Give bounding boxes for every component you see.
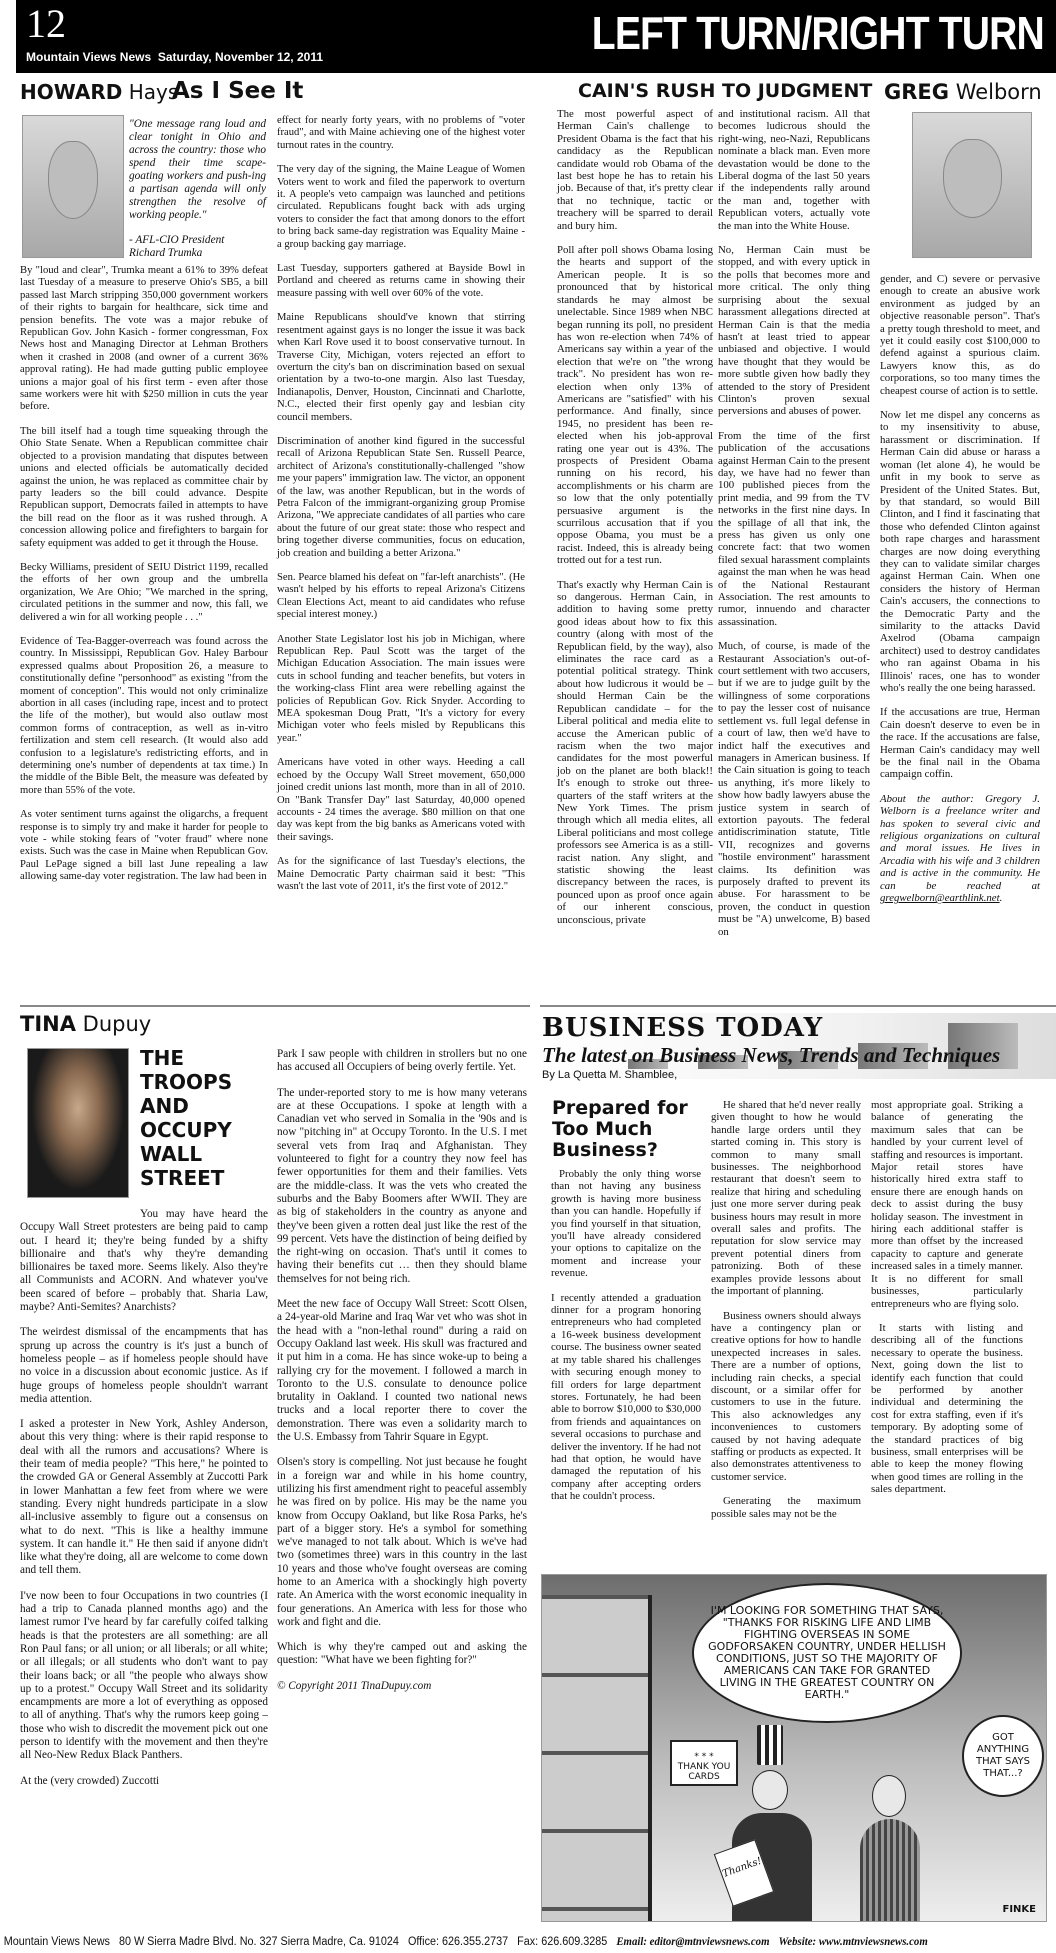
sign-stars: * * *: [694, 1752, 714, 1762]
footer-email-link[interactable]: Email: editor@mtnviewsnews.com: [616, 1936, 770, 1948]
divider: [540, 1005, 1056, 1007]
dupuy-first-name: TINA: [20, 1012, 76, 1036]
paragraph: Poll after poll shows Obama losing the hearts and support of the American people. It is so pronounced that by historical standards he may almost be unelectable. Since 1989 when NBC began running its poll, no president has won re-election when 74% of Americans say within a year of the election that we're on "the wrong track". No president has won re-election when only 13% of Americans are "satisfied" with his performance. And finally, since 1945, no president has been re-elected when his job-approval rating one year out is 43%. The prospects of President Obama running on his record, his accomplishments or his charm are so low that the only potentially persuasive argument is the scurrilous accusation that if you oppose Obama, you must be a racist. Indeed, this is already being trotted out for a test run.: [557, 244, 713, 567]
paragraph: No, Herman Cain must be stopped, and with every uptick in the polls that becomes more and more critical. The only thing surprising about the sexual harassment allegations directed at Herman Cain is that the media hasn't at least tried to appear unbiased and objective. I would have thought that they would be more subtle given how badly they attended to the story of President Clinton's proven sexual perversions and abuses of power.: [718, 244, 870, 418]
dupuy-headline: [140, 1046, 232, 1190]
paragraph: Probably the only thing worse than not having any business growth is having more business than you can handle. Hopefully if you find yourself in that situation, you'll have already considered your options to capitalize on the moment and increase your revenue.: [551, 1168, 701, 1280]
paragraph: Last Tuesday, supporters gathered at Bayside Bowl in Portland and cheered as returns came in showing their measure passing with well over 60% of the vote.: [277, 263, 525, 299]
clerk-figure: [860, 1819, 920, 1922]
paragraph: Discrimination of another kind figured in the successful recall of Arizona Republican State Sen. Russell Pearce, architect of Arizona's constitutionally-challenged "show me your papers" immigration law. The victor, an opponent of the law, was another Republican, but in the words of Petra Falcon of the immigrant-organizing group Promise Arizona, "We appreciate candidates of all parties who care about the future of our great state: those who respect and bring together diverse communities, focus on education, job creation and building a better Arizona.": [277, 435, 525, 559]
hays-first-name: HOWARD: [20, 80, 123, 104]
hays-quote-attribution: - AFL-CIO President: [129, 234, 225, 246]
paragraph: From the time of the first publication of the accusations against Herman Cain to the present day, we have had no fewer than 100 published pieces from the print media, and 99 from the TV networks in the first nine days. In the spillage of all that ink, the press has given us only one concrete fact: that two women filed sexual harassment complaints against the man when he was head of the National Restaurant Association. The rest amounts to rumor, innuendo and character assassination.: [718, 429, 871, 628]
paragraph: Becky Williams, president of SEIU District 1199, recalled the efforts of her own group and the umbrella organization, We Are Ohio; "We marched in the spring, circulated petitions in the summer and now, this fall, we delivered a win for all working people . . .": [20, 561, 268, 623]
paragraph: At the (very crowded) Zuccotti: [20, 1774, 160, 1787]
publication-dateline: [26, 50, 323, 64]
divider: [20, 1005, 530, 1007]
paragraph: As voter sentiment turns against the oligarchs, a frequent response is to simply try and make it harder for people to vote - while stoking fears of "voter fraud" where none exists. Such was the case in Maine when Republican Gov. Paul LePage signed a bill last June repealing a law allowing same-day voter registration. The law had been in: [20, 809, 268, 883]
hays-byline: [20, 80, 178, 104]
dupuy-byline: [20, 1012, 151, 1036]
headline-line: Too Much: [552, 1118, 653, 1140]
paragraph: Meet the new face of Occupy Wall Street: Scott Olsen, a 24-year-old Marine and Iraq War vet who was shot in the head with a "non-lethal round" during a raid on Occupy Oakland last week. His skull was fractured and it put him in a coma. He has since woke-up to being a rallying cry for the movement. I followed a march in Toronto to the U.S. consulate to denounce police brutality in Oakland. I counted two national news trucks and a local reporter there to cover the demonstration. There was even a solidarity march to the U.S. Embassy from Tahrir Square in Egypt.: [277, 1298, 527, 1444]
business-today-banner: [538, 1013, 1056, 1079]
about-author: About the author: Gregory J. Welborn is a freelance writer and has spoken to several civic and religious organizations on cultural and moral issues. He lives in Arcadia with his wife and 3 children and is active in the community. He can be reached at gregwelborn@earthlink.net.: [880, 792, 1040, 905]
dupuy-column-1: [20, 1208, 268, 1800]
paragraph: He shared that he'd never really given thought to how he would handle large orders until they started coming in. This story is common to many small businesses. The neighborhood restaurant that doesn't seem to realize that hiring and scheduling just one more server during peak business hours may result in more overall sales and profits. The reputation for slow service may prevent potential diners from patronizing. Both of these examples provide lessons about the important of planning.: [711, 1099, 861, 1298]
section-title: LEFT TURN/RIGHT TURN: [591, 7, 1044, 59]
hays-last-name: Hays: [128, 80, 179, 104]
author-email-link[interactable]: gregwelborn@earthlink.net: [880, 892, 1000, 905]
welborn-column-2: [718, 108, 870, 950]
paragraph: Now let me dispel any concerns as to my insensitivity to abuse, harassment or discrimination. If Herman Cain did abuse or harass a woman (let alone 4), he would be unfit in my book to serve as President of the United States. But, by that standard, so would Bill Clinton, and I find it fascinating that those who defended Clinton against both rape charges and harassment charges are now doing everything they can to validate similar charges against Herman Cain. When one considers the history of Herman Cain's accusers, the connections to the Democratic Party and the similarity to the attacks David Axelrod (Obama campaign architect) used to destroy candidates who ran against Obama in his Illinois' races, one has to wonder who's really the one being harassed.: [880, 409, 1040, 694]
paragraph: The under-reported story to me is how many veterans are at these Occupations. I spoke at length with a Canadian vet who served in Somalia in the '90s and is now "pitching in" at Occupy Toronto. In the U.S. I met several vets from Iraq and Afghanistan. They volunteered to fight for a country they now feel has fewer opportunities for them and their families. Vets are the middle-class. It was the vets who created the suburbs and the Baby Boomers after WWII. They are as big of stakeholders in the country as anyone and they've been given a rotten deal just like the rest of the 99 percent. Vets have the distinction of being deified by the right-wing on occasion. That's until it comes to having their benefits cut … then they should blame themselves for not being rich.: [277, 1086, 527, 1285]
dupuy-column-2: [277, 1048, 527, 1705]
hays-column-2: [277, 115, 525, 905]
paragraph: The most powerful aspect of Herman Cain's challenge to President Obama is the fact that his candidacy as the Republican candidate would rob Obama of the last best hope he has to retain his job. Because of that, it's pretty clear that no technique, tactic or treachery will be sparred to derail and bury him.: [557, 108, 713, 232]
paragraph: It starts with listing and describing all of the functions necessary to operate the business. Next, going down the list to identify each function that could be performed by another individual and determining the cost for extra staffing, even if it's temporary. By adopting some of the standard practices of big business, small enterprises will be able to keep the money flowing when good times are rolling in the sales department.: [871, 1321, 1023, 1496]
welborn-photo: [912, 112, 1032, 258]
business-byline: By La Quetta M. Shamblee,: [542, 1069, 678, 1081]
welborn-column-3: [880, 273, 1040, 917]
business-column-2: [711, 1099, 861, 1532]
issue-date: Saturday, November 12, 2011: [157, 50, 324, 64]
footer-address: 80 W Sierra Madre Blvd. No. 327 Sierra Madre, Ca. 91024: [118, 1936, 399, 1948]
paragraph: Much, of course, is made of the Restaurant Association's out-of-court settlement with two accusers, but if we are to judge guilt by the willingness of some corporations to pay the lesser cost of nuisance settlement vs. full legal defense in a court of law, then we'd have to indict half the executives and managers in American business. If the Cain situation is going to teach us anything, it's more likely to show how badly lawyers abuse the justice system in search of extortion payouts. The federal antidiscrimination statute, Title VII, recognizes and governs "hostile environment" harassment claims. Its definition was purposely drafted to prevent its abuse. For harassment to be proven, the conduct in question must be "A) unwelcome, B) based on: [718, 640, 871, 938]
paragraph: Business owners should always have a contingency plan or creative options for how to handle unexpected increases in sales. There are a number of options, including rain checks, a special discount, or a similar offer for customers to use in the future. This also acknowledges any inconveniences to customers caused by not having adequate staffing or products as expected. It also demonstrates attentiveness to customer service.: [711, 1309, 861, 1483]
headline-line: THE: [140, 1046, 185, 1070]
welborn-last-name: Welborn: [955, 80, 1042, 104]
footer-publication: Mountain Views News: [3, 1936, 110, 1948]
page-number: 12: [26, 1, 66, 46]
thank-you-cards-sign: [670, 1740, 738, 1786]
about-author-text: About the author: Gregory J. Welborn is a freelance writer and has spoken to several civic and religious organizations on cultural and moral issues. He lives in Arcadia with his wife and 3 children and is active in the community. He can be reached at: [880, 792, 1040, 892]
business-today-subtitle: The latest on Business News, Trends and Techniques: [542, 1043, 1001, 1067]
welborn-byline: [884, 80, 1042, 104]
headline-line: TROOPS: [140, 1070, 233, 1094]
paragraph: Which is why they're camped out and asking the question: "What have we been fighting for?": [277, 1641, 527, 1667]
headline-line: OCCUPY: [140, 1118, 232, 1142]
card-shelf-drawing: [542, 1595, 652, 1922]
paragraph: By "loud and clear", Trumka meant a 61% to 39% defeat last Tuesday of a measure to preserve Ohio's SB5, a bill passed last March stripping 350,000 government workers of their rights to bargain for healthcare, sick time and pension benefits. The vote was a major rebuke of Republican Gov. John Kasich - former congressman, Fox News host and Managing Director at Lehman Brothers when it crashed in 2008 (and owner of a current 36% approval rating). He had made gutting public employee unions a major goal of his first term - even after those same workers were hit with $250 million in cuts the year before.: [20, 265, 268, 413]
footer-office-phone: Office: 626.355.2737: [407, 1936, 509, 1948]
dupuy-last-name: Dupuy: [82, 1012, 152, 1036]
paragraph: and institutional racism. All that becomes ludicrous should the right-wing, neo-Nazi, Republicans nominate a black man. Even more devastation would be done to the Liberal dogma of the last 50 years if the independents rally around the man and, together with Republican voters, actually vote the man into the White House.: [718, 108, 870, 232]
hays-column-name: As I See It: [172, 78, 304, 104]
uncle-sam-speech-bubble: I'M LOOKING FOR SOMETHING THAT SAYS, "THANKS FOR RISKING LIFE AND LIMB FIGHTING OVERSEAS IN SOME GODFORSAKEN COUNTRY, UNDER HELLISH CONDITIONS, JUST SO THE MAJORITY OF AMERICANS CAN TAKE FOR GRANTED LIVING IN THE GREATEST COUNTRY ON EARTH.": [692, 1583, 962, 1723]
clerk-head: [872, 1775, 906, 1817]
welborn-column-1: [557, 108, 713, 938]
copyright-notice: © Copyright 2011 TinaDupuy.com: [277, 1679, 432, 1692]
paragraph: Olsen's story is compelling. Not just because he fought in a foreign war and while in his home country, utilizing his first amendment right to peaceful assembly he was fired on by police. His may be the name you know from Occupy Oakland, but like Rosa Parks, he's part of a bigger story. He's a symbol for something we've managed to not talk about. Which is we've had two (sometimes three) wars in this country in the last 10 years and those who've fought overseas are coming home to an America with a shockingly high poverty rate. An America with the worst economic inequality in four generations. An America with less for those who work and fight and die.: [277, 1456, 527, 1628]
masthead: [16, 0, 1056, 73]
paragraph: Sen. Pearce blamed his defeat on "far-left anarchists". (He wasn't helped by his efforts to repeal Arizona's Citizens Clean Elections Act, meant to aid candidates who refuse special interest money.): [277, 572, 525, 621]
paragraph: Americans have voted in other ways. Heeding a call echoed by the Occupy Wall Street movement, 650,000 joined credit unions last month, more than in all of 2010. On "Bank Transfer Day" last Saturday, 40,000 opened accounts - 24 times the average. $80 million on that one day was kept from the big banks as Americans voted with their savings.: [277, 757, 525, 843]
footer-website-link[interactable]: Website: www.mtnviewsnews.com: [778, 1936, 928, 1948]
headline-line: WALL: [140, 1142, 203, 1166]
paragraph: If the accusations are true, Herman Cain doesn't deserve to even be in the race. If the accusations are false, Herman Cain's candidacy may well be the final nail in the Obama campaign coffin.: [880, 706, 1040, 781]
paragraph: I've now been to four Occupations in two countries (I had a trip to Canada planned months ago) and the lamest rumor I've heard by far carefully coifed talking heads is that the protesters are all something: are all Ron Paul fans; or all union; or all liberals; or all white; or all illegals; or all students who don't want to pay their loans back; or all "the people who always show up to a protest." Occupy Wall Street and its solidarity encampments are more a lot of everything as opposed to all of anything. That's why the rumors keep going – those who wish to discredit the movement pick out one person to identify with the movement and then they're all Neo-New Redux Black Panthers.: [20, 1589, 268, 1762]
uncle-sam-hat: [757, 1725, 783, 1765]
dupuy-photo: [27, 1048, 129, 1198]
paragraph: You may have heard the Occupy Wall Street protesters are being paid to camp out. I heard it; they're being funded by a shifty billionaire and that's why they're demanding billionaires be taxed more. Seems likely. Also they're all Communists and ACORN. And whatever you've been scared of before – probably that. Sharia Law, maybe? Anti-Semites? Anarchists?: [20, 1208, 268, 1314]
page-footer: [0, 1932, 993, 1953]
welborn-first-name: GREG: [884, 80, 949, 104]
clerk-speech-bubble: GOT ANYTHING THAT SAYS THAT...?: [962, 1715, 1044, 1797]
hays-column-1: [20, 265, 268, 896]
paragraph: effect for nearly forty years, with no problems of "voter fraud", and with Maine achieving one of the highest voter turnout rates in the country.: [277, 115, 525, 151]
paragraph: The bill itself had a tough time squeaking through the Ohio State Senate. When a Republican committee chair objected to a provision mandating that disputes between unions and elected officials be automatically decided against the union, he was replaced as committee chair by party leaders so the bill could advance. Despite Republican support, Democrats failed in attempts to have the bill read on the floor as it was rushed through. A concession allowing police and firefighters to bargain for safety equipment was added to get it through the House.: [20, 425, 268, 549]
business-today-title: BUSINESS TODAY: [542, 1013, 824, 1043]
welborn-headline: CAIN'S RUSH TO JUDGMENT: [578, 80, 873, 102]
business-column-1: [551, 1168, 701, 1515]
hays-photo: [22, 115, 124, 258]
cartoonist-signature: FINKE: [1002, 1904, 1036, 1915]
headline-line: Prepared for: [552, 1097, 688, 1119]
headline-line: Business?: [552, 1139, 658, 1161]
hays-quote-author: Richard Trumka: [129, 247, 203, 259]
thanks-card: Thanks!: [714, 1839, 774, 1907]
paragraph: I recently attended a graduation dinner for a program honoring entrepreneurs who had completed a 16-week business development course. The business owner seated at my table shared his challenges with securing enough money to fill orders for large department stores. Fortunately, he had been able to borrow $10,000 to $30,000 from friends and aquaintances on several occasions to purchase and deliver the inventory. If he had not had that option, he would have damaged the reputation of his company after accepting orders that he couldn't process.: [551, 1291, 701, 1503]
paragraph: Generating the maximum possible sales may not be the: [711, 1495, 861, 1520]
paragraph: As for the significance of last Tuesday's elections, the Maine Democratic Party chairman said it best: "This wasn't the last vote of 2011, it's the first vote of 2012.": [277, 856, 525, 892]
paragraph: Park I saw people with children in strollers but no one has accused all Occupiers of being overly fertile. Yet.: [277, 1048, 527, 1074]
sign-text: THANK YOU CARDS: [677, 1762, 731, 1782]
paragraph: That's exactly why Herman Cain is so dangerous. Herman Cain, in addition to having some pretty good ideas about how to fix this country (along with most of the Republican field, by the way), also eliminates the race card as a potential political strategy. Think about how ludicrous it would be – should Herman Cain be the Republican candidate – for the Liberal political and media elite to accuse the American public of racism when the two major candidates for the most powerful job on the planet are both black!! It's enough to stroke out three-quarters of the staff writers at the New York Times. The prism through which all media elites, all Liberal politicians and most college professors see America is as a still-racist nation. Any slight, and statistic showing the least discrepancy between the races, is pounced upon as proof once again of our inherent conscious, unconscious, private: [557, 578, 713, 926]
paragraph: Another State Legislator lost his job in Michigan, where Republican Rep. Paul Scott was the target of the Michigan Education Association. The main issues were cuts in school funding and teacher benefits, but voters in the working-class Flint area were rebelling against the policies of Republican Gov. Rick Snyder. According to MEA spokesman Doug Pratt, "It's a victory for every Michigan voter who feels misled by Republicans this year.": [277, 633, 525, 744]
paragraph: gender, and C) severe or pervasive enough to create an abusive work environment as judged by an objective reasonable person". That's a pretty tough threshold to meet, and yet it could easily cost $100,000 to defend against a spurious claim. Lawyers know this, as do corporations, so too many times the cheapest course of action is to settle.: [880, 273, 1040, 397]
headline-line: AND: [140, 1094, 189, 1118]
hays-quote-text: "One message rang loud and clear tonight in Ohio and across the country: those who spend their time scape-goating workers and push-ing a partisan agenda will only strengthen the resolve of working people.": [129, 118, 266, 221]
uncle-sam-head: [752, 1770, 788, 1810]
hays-quote: [129, 118, 266, 260]
editorial-cartoon: [541, 1574, 1047, 1922]
paragraph: Evidence of Tea-Bagger-overreach was found across the country. In Mississippi, Republican Gov. Haley Barbour expressed qualms about Proposition 26, a measure to constitutionally define "personhood" as existing "from the moment of conception". This would not only criminalize abortion in all cases (including rape, incest and to protect the life of the mother), but would also outlaw most common forms of contraception, as well as in-vitro fertilization and stem cell research. (It would also add confusion to a legislature's redistricting efforts, and in determining one's number of dependents at tax time.) In the middle of the Bible Belt, the measure was defeated by more than 55% of the vote.: [20, 635, 268, 796]
paragraph: Maine Republicans should've known that stirring resentment against gays is no longer the issue it was back when Karl Rove used it to boost conservative turnout. In Traverse City, Michigan, voters rejected an effort to overturn the city's ban on discrimination based on sexual orientation by a two-to-one margin. Also last Tuesday, Indianapolis, Denver, Houston, Cincinnati and Charlotte, N.C., elected their first openly gay and lesbian city council members.: [277, 312, 525, 423]
publication-name: Mountain Views News: [26, 50, 152, 64]
headline-line: STREET: [140, 1166, 225, 1190]
paragraph: most appropriate goal. Striking a balance of generating the maximum sales that can be handled by your current level of staffing and resources is important. Major retail stores have historically hired extra staff to ensure there are enough hands on deck to assist during the busy holiday season. The investment in hiring each additional staffer is more than offset by the increased capacity to capture and generate increased sales in a timely manner. It is no different for small businesses, particularly entrepreneurs who are flying solo.: [871, 1099, 1023, 1310]
footer-fax: Fax: 626.609.3285: [517, 1936, 608, 1948]
paragraph: I asked a protester in New York, Ashley Anderson, about this very thing: where is their rapid response to deal with all the rumors and accusations? Where is their team of media people? "This here," he pointed to the crowded GA or General Assembly at Zuccotti Park in lower Manhattan a few feet from where we were standing. Every night hundreds participate in a slow all-inclusive assembly to figure out a consensus on what to do next. "This is like a healthy immune system. It can handle it." He then said if anyone didn't like what they're doing, all are welcome to come down and tell them.: [20, 1418, 268, 1577]
paragraph: The weirdest dismissal of the encampments that has sprung up across the country is it's just a bunch of homeless people – as if homeless people should have no voice in a discussion about economic justice. As if huge groups of homeless people shouldn't warrant media attention.: [20, 1326, 268, 1405]
business-column-3: [871, 1099, 1023, 1508]
paragraph: The very day of the signing, the Maine League of Women Voters went to work and filed the paperwork to overturn it. A people's veto campaign was launched and petitions circulated. Republicans fought back with ads urging voters to consider the fact that among donors to the effort to bring back same-day registration was Equality Maine - a group backing gay marriage.: [277, 164, 525, 250]
business-headline: [552, 1098, 688, 1161]
